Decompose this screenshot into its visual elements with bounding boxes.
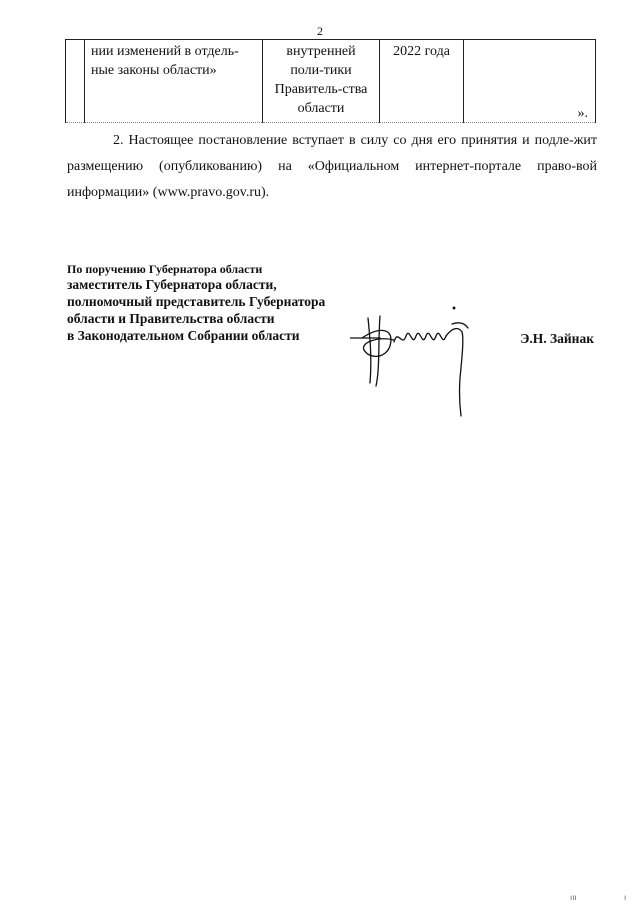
handwritten-signature	[350, 298, 475, 418]
table-cell-responsible: внутренней поли-тики Правитель-ства области	[263, 40, 380, 123]
body-paragraph: 2. Настоящее постановление вступает в силу со дня его принятия и подле-жит размещению (опубликованию) на «Официальном интернет-портале право-вой информации» (www.pravo.gov.ru).	[67, 133, 597, 200]
signature-line-5: в Законодательном Собрании области	[67, 328, 300, 343]
page-number: 2	[317, 24, 323, 38]
signature-block	[67, 262, 325, 344]
table-row	[66, 40, 596, 123]
table-cell-name: нии изменений в отдель-ные законы области»	[85, 40, 263, 123]
table-cell-number	[66, 40, 85, 123]
scan-marks: ııı	[570, 893, 577, 902]
table-cell-deadline: 2022 года	[380, 40, 464, 123]
closing-quote: ».	[577, 106, 588, 121]
signer-name: Э.Н. Зайнак	[520, 331, 594, 346]
signature-line-3: полномочный представитель Губернатора	[67, 294, 326, 309]
scan-marks-right: ı	[624, 893, 627, 902]
signature-line-1: По поручению Губернатора области	[67, 262, 263, 276]
signature-line-4: области и Правительства области	[67, 311, 275, 326]
table-cell-note	[464, 40, 596, 123]
signature-line-2: заместитель Губернатора области,	[67, 277, 277, 292]
continuation-table	[65, 39, 596, 123]
